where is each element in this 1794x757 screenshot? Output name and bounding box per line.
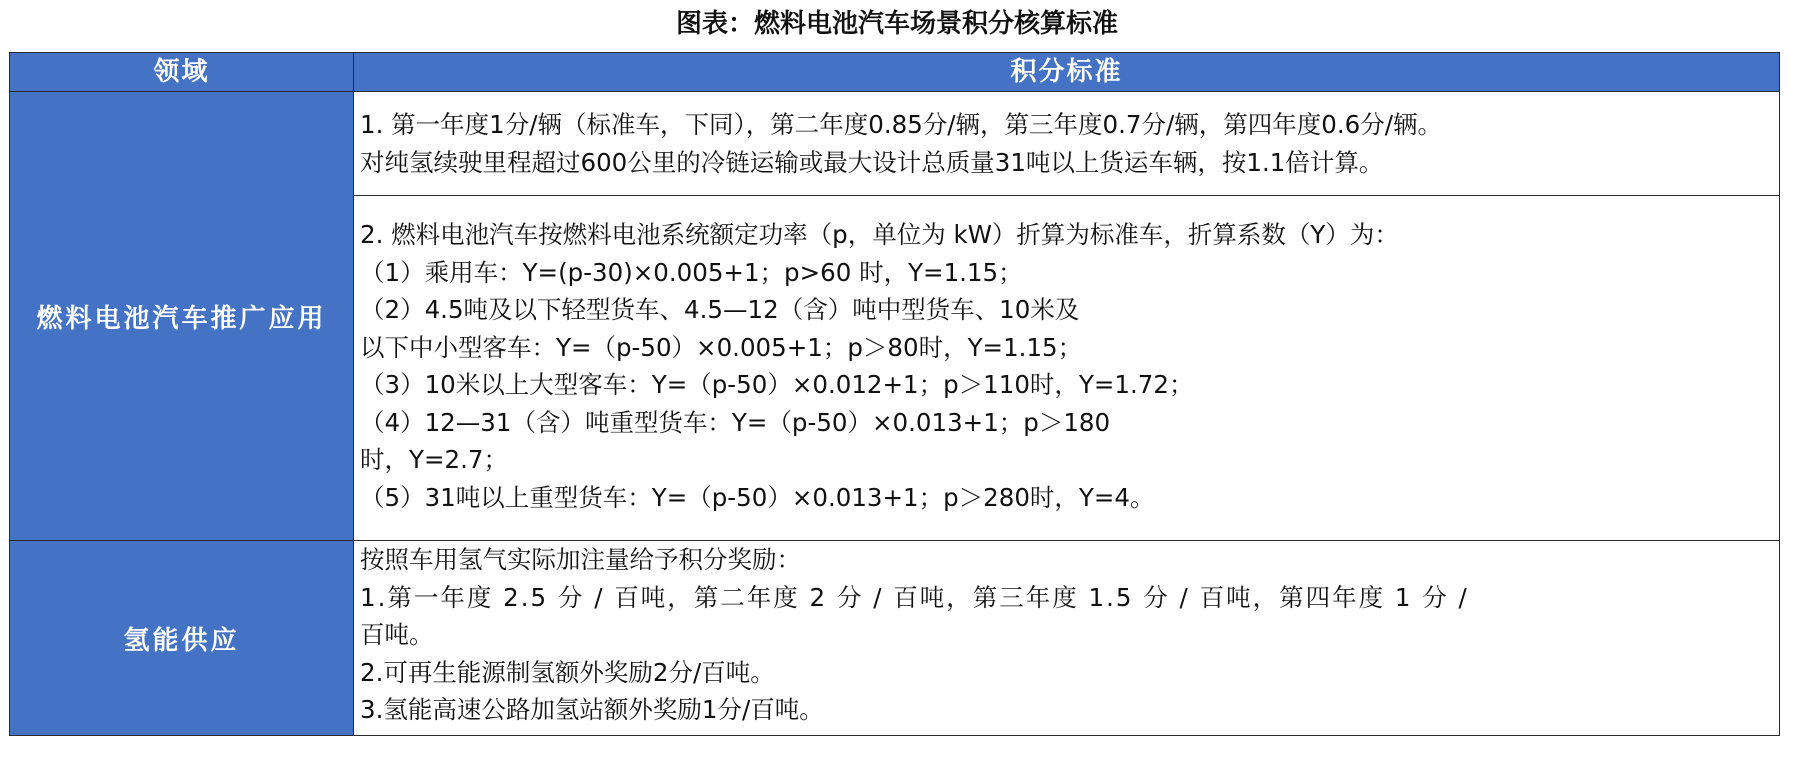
text-line: 时，Y=2.7；	[360, 445, 508, 474]
domain-hydrogen-supply: 氢能供应	[10, 541, 354, 736]
text-line: （3）10米以上大型客车：Y=（p-50）×0.012+1；p＞110时，Y=1.72；	[360, 370, 1194, 399]
text-line: 对纯氢续驶里程超过600公里的冷链运输或最大设计总质量31吨以上货运车辆，按1.1倍计算。	[360, 147, 1384, 177]
text-line: （4）12—31（含）吨重型货车：Y=（p-50）×0.013+1；p＞180	[360, 407, 1111, 437]
table-caption: 图表：燃料电池汽车场景积分核算标准	[675, 9, 1118, 39]
text-line: 按照车用氢气实际加注量给予积分奖励：	[360, 545, 801, 574]
text-line: 2. 燃料电池汽车按燃料电池系统额定功率（p，单位为 kW）折算为标准车，折算系数（Y）为：	[360, 220, 1399, 249]
table-row	[10, 92, 1780, 196]
text-line: 以下中小型客车：Y=（p-50）×0.005+1；p＞80时，Y=1.15；	[360, 332, 1083, 362]
text-line: 百吨。	[360, 620, 434, 649]
text-line: （1）乘用车：Y=(p-30)×0.005+1；p>60 时，Y=1.15；	[360, 257, 1023, 287]
text-line: 1.第一年度 2.5 分 / 百吨，第二年度 2 分 / 百吨，第三年度 1.5 分 / 百吨，第四年度 1 分 /	[360, 582, 1469, 612]
standard-cell-conversion	[354, 196, 1780, 541]
text-line: 1. 第一年度1分/辆（标准车，下同），第二年度0.85分/辆，第三年度0.7分/辆，第四年度0.6分/辆。	[360, 110, 1442, 139]
header-row	[10, 53, 1780, 92]
text-line: （5）31吨以上重型货车：Y=（p-50）×0.013+1；p＞280时，Y=4。	[360, 482, 1155, 512]
scoring-standard-table	[9, 52, 1780, 736]
standard-cell-hydrogen	[354, 541, 1780, 736]
text-line: 3.氢能高速公路加氢站额外奖励1分/百吨。	[360, 695, 824, 724]
standard-cell-vehicle-points	[354, 92, 1780, 196]
table-row	[10, 541, 1780, 736]
header-domain: 领域	[10, 53, 354, 92]
header-standard: 积分标准	[354, 53, 1780, 92]
domain-fuel-cell: 燃料电池汽车推广应用	[10, 92, 354, 541]
text-line: 2.可再生能源制氢额外奖励2分/百吨。	[360, 657, 775, 687]
text-line: （2）4.5吨及以下轻型货车、4.5—12（含）吨中型货车、10米及	[360, 295, 1080, 324]
